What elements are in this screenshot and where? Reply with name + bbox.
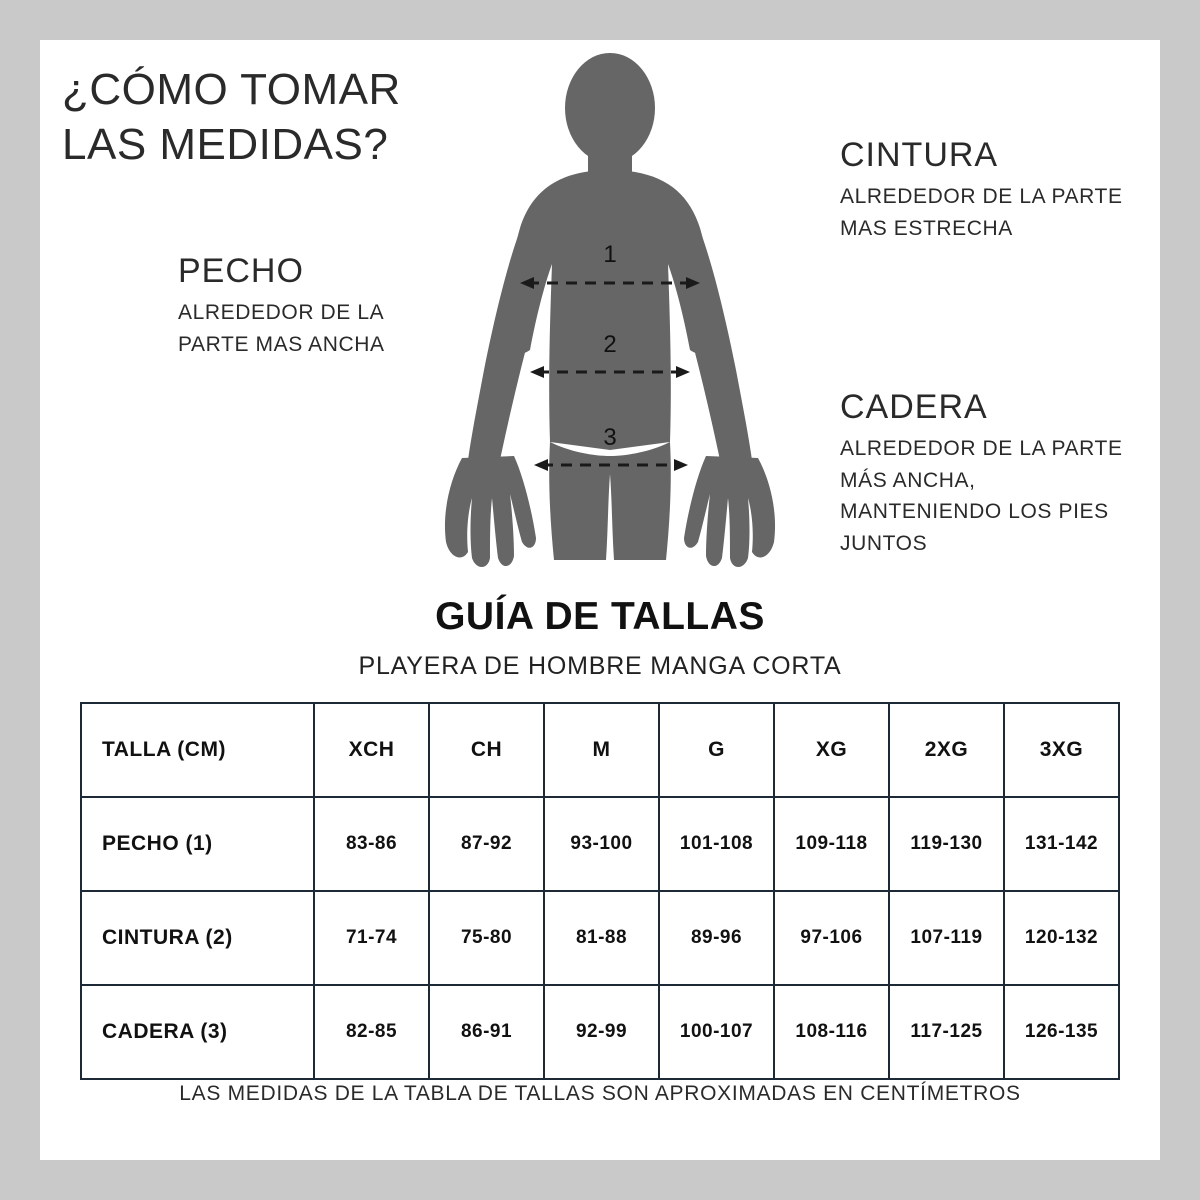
table-cell: 75-80 xyxy=(429,891,544,985)
table-header-cell: XCH xyxy=(314,703,429,797)
table-cell: 87-92 xyxy=(429,797,544,891)
table-header-cell: 2XG xyxy=(889,703,1004,797)
cadera-title: CADERA xyxy=(840,388,988,426)
table-row-label: PECHO (1) xyxy=(81,797,314,891)
table-cell: 100-107 xyxy=(659,985,774,1079)
pecho-title: PECHO xyxy=(178,252,304,290)
size-guide-title: GUÍA DE TALLAS xyxy=(435,595,765,638)
table-cell: 101-108 xyxy=(659,797,774,891)
table-cell: 86-91 xyxy=(429,985,544,1079)
page-title: ¿CÓMO TOMAR LAS MEDIDAS? xyxy=(62,65,401,169)
table-cell: 83-86 xyxy=(314,797,429,891)
table-cell: 71-74 xyxy=(314,891,429,985)
measure-block-cintura xyxy=(840,136,1140,244)
table-header-cell: XG xyxy=(774,703,889,797)
table-cell: 107-119 xyxy=(889,891,1004,985)
table-row xyxy=(81,891,1119,985)
size-table xyxy=(80,702,1120,1080)
table-cell: 89-96 xyxy=(659,891,774,985)
cintura-description: ALREDEDOR DE LA PARTE MAS ESTRECHA xyxy=(840,185,1123,240)
table-header-cell: G xyxy=(659,703,774,797)
table-header-cell: M xyxy=(544,703,659,797)
cadera-description: ALREDEDOR DE LA PARTE MÁS ANCHA, MANTENIENDO LOS PIES JUNTOS xyxy=(840,437,1123,555)
table-cell: 131-142 xyxy=(1004,797,1119,891)
table-row xyxy=(81,985,1119,1079)
table-cell: 109-118 xyxy=(774,797,889,891)
table-cell: 119-130 xyxy=(889,797,1004,891)
table-cell: 97-106 xyxy=(774,891,889,985)
table-cell: 93-100 xyxy=(544,797,659,891)
table-header-cell: TALLA (CM) xyxy=(81,703,314,797)
cintura-title: CINTURA xyxy=(840,136,999,174)
table-cell: 108-116 xyxy=(774,985,889,1079)
table-cell: 82-85 xyxy=(314,985,429,1079)
pecho-description: ALREDEDOR DE LA PARTE MAS ANCHA xyxy=(178,301,385,356)
table-cell: 81-88 xyxy=(544,891,659,985)
table-row-label: CADERA (3) xyxy=(81,985,314,1079)
table-header-cell: CH xyxy=(429,703,544,797)
table-row-label: CINTURA (2) xyxy=(81,891,314,985)
table-cell: 120-132 xyxy=(1004,891,1119,985)
table-cell: 117-125 xyxy=(889,985,1004,1079)
figure-marker-3: 3 xyxy=(603,424,617,451)
size-guide-subtitle: PLAYERA DE HOMBRE MANGA CORTA xyxy=(358,652,842,680)
table-cell: 92-99 xyxy=(544,985,659,1079)
table-cell: 126-135 xyxy=(1004,985,1119,1079)
body-figure-illustration xyxy=(410,50,810,620)
table-header-cell: 3XG xyxy=(1004,703,1119,797)
figure-marker-1: 1 xyxy=(603,241,617,268)
table-footnote: LAS MEDIDAS DE LA TABLA DE TALLAS SON APROXIMADAS EN CENTÍMETROS xyxy=(179,1082,1021,1105)
size-guide-card xyxy=(40,40,1160,1160)
table-header-row xyxy=(81,703,1119,797)
measure-block-pecho xyxy=(178,252,408,360)
measure-block-cadera xyxy=(840,388,1140,559)
figure-marker-2: 2 xyxy=(603,331,617,358)
table-row xyxy=(81,797,1119,891)
